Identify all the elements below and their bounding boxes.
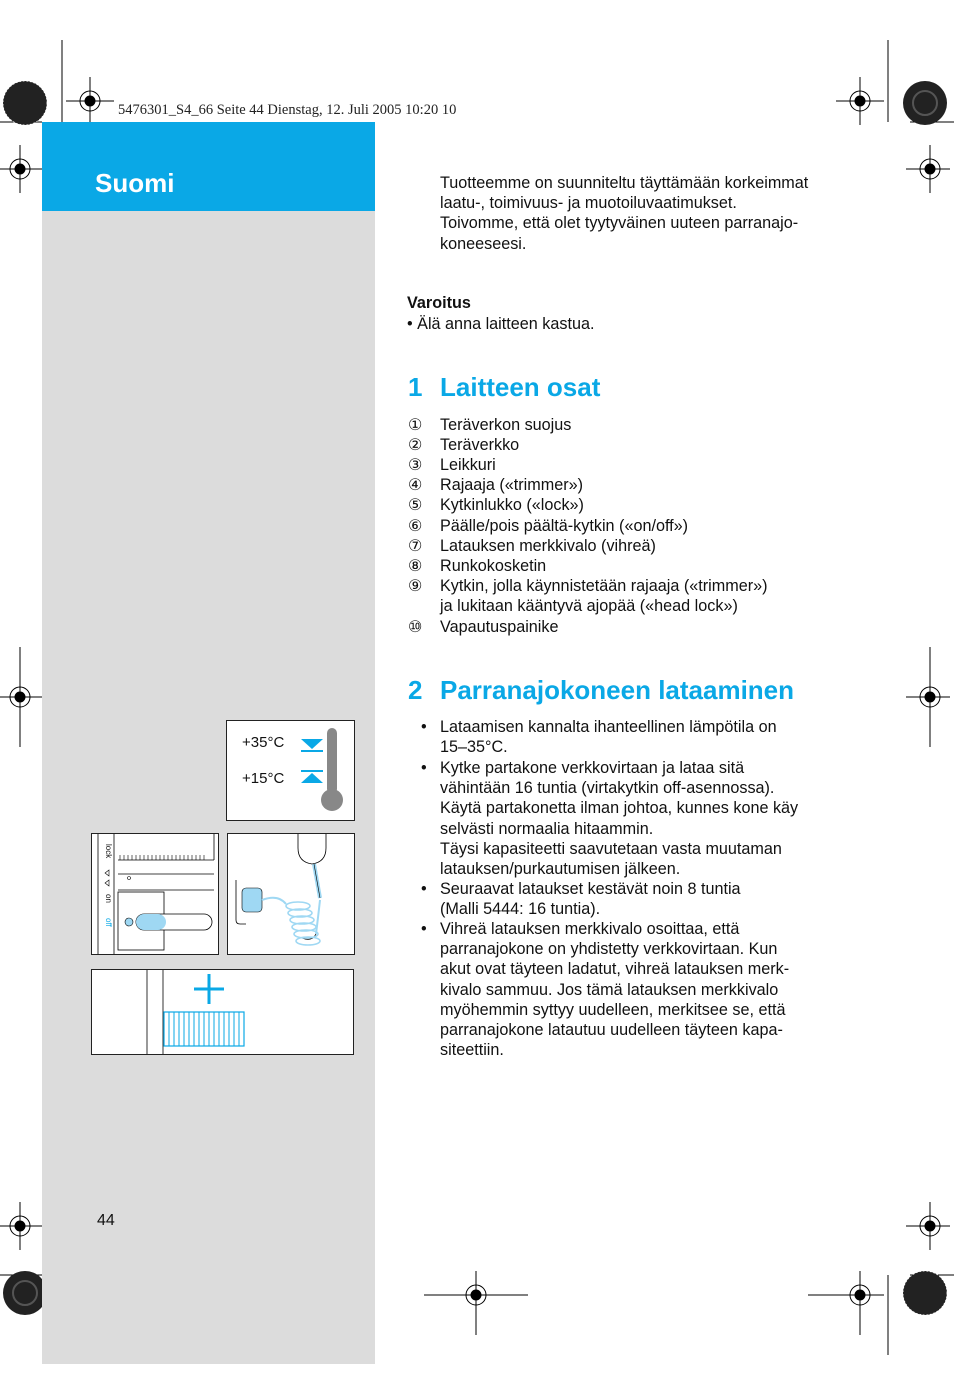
part-number: ⑤ <box>408 496 423 514</box>
switch-label-lock: lock <box>104 844 113 859</box>
bullet-line: 15–35°C. <box>440 738 508 757</box>
section-number: 2 <box>408 675 423 705</box>
bullet-line: Kytke partakone verkkovirtaan ja lataa sitä <box>440 759 745 777</box>
part-number: ⑧ <box>408 557 423 575</box>
bullet-line: kivalo sammuu. Jos tämä latauksen merkkivalo <box>440 980 779 999</box>
charging-cord-figure <box>227 833 355 955</box>
part-label: Rajaaja («trimmer») <box>440 476 584 494</box>
print-header: 5476301_S4_66 Seite 44 Dienstag, 12. Juli 2005 10:20 10 <box>118 102 457 118</box>
thermometer-icon <box>299 725 351 817</box>
bullet-marker: • <box>421 880 427 898</box>
part-label: Leikkuri <box>440 456 496 474</box>
bullet-line: Käytä partakonetta ilman johtoa, kunnes kone käy <box>440 799 799 818</box>
part-label: Vapautuspainike <box>440 618 559 636</box>
part-label: Teräverkon suojus <box>440 416 572 434</box>
intro-line: koneeseesi. <box>440 234 527 253</box>
switch-panel-figure <box>91 833 219 955</box>
section-title: Parranajokoneen lataaminen <box>440 675 795 705</box>
parts-list-item <box>408 576 767 596</box>
warning-item: • Älä anna laitteen kastua. <box>407 315 595 333</box>
part-label: ja lukitaan kääntyvä ajopää («head lock») <box>440 597 738 615</box>
bullet-marker: • <box>421 718 427 736</box>
temperature-upper-label: +35°C <box>242 734 285 751</box>
bullet-line: parranajokone on yhdistetty verkkovirtaan. Kun <box>440 940 778 959</box>
bullet-line: Lataamisen kannalta ihanteellinen lämpötila on <box>440 718 777 736</box>
part-number: ④ <box>408 476 423 494</box>
bullet-marker: • <box>421 759 427 777</box>
switch-label-on: on <box>104 894 113 903</box>
part-number: ⑩ <box>408 618 423 636</box>
warning-heading: Varoitus <box>407 294 471 312</box>
section-heading-parts <box>408 372 600 403</box>
part-number: ① <box>408 416 423 434</box>
part-label: Runkokosketin <box>440 557 547 575</box>
part-number: ⑨ <box>408 577 423 595</box>
bullet-line: vähintään 16 tuntia (virtakytkin off-asennossa). <box>440 779 775 798</box>
parts-list-item-continued <box>440 596 738 616</box>
parts-list-item <box>408 435 519 455</box>
part-number: ② <box>408 436 423 454</box>
part-label: Kytkin, jolla käynnistetään rajaaja («trimmer») <box>440 577 768 595</box>
page-number: 44 <box>97 1212 115 1229</box>
language-title-bar <box>42 122 375 211</box>
parts-list-item <box>408 516 688 536</box>
intro-line: Tuotteemme on suunniteltu täyttämään korkeimmat <box>440 174 809 192</box>
parts-list-item <box>408 617 559 637</box>
bullet-text <box>440 879 741 919</box>
bullet-line: selvästi normaalia hitaammin. <box>440 819 654 838</box>
battery-charge-drawing <box>92 970 353 1054</box>
bullet-line: Seuraavat lataukset kestävät noin 8 tuntia <box>440 880 741 898</box>
parts-list-item <box>408 536 656 556</box>
part-label: Teräverkko <box>440 436 520 454</box>
thermometer-figure <box>226 720 355 821</box>
bullet-line: latauksen/purkautumisen jälkeen. <box>440 860 681 879</box>
bullet-text <box>440 758 798 879</box>
part-number: ⑦ <box>408 537 423 555</box>
bullet-line: Vihreä latauksen merkkivalo osoittaa, että <box>440 920 740 938</box>
part-number: ⑥ <box>408 517 423 535</box>
parts-list-item <box>408 415 571 435</box>
part-label: Kytkinlukko («lock») <box>440 496 584 514</box>
bullet-line: akut ovat täyteen ladatut, vihreä latauksen merk- <box>440 960 790 979</box>
language-title: Suomi <box>95 168 175 198</box>
bullet-line: siteettiin. <box>440 1041 504 1060</box>
parts-list-item <box>408 556 546 576</box>
intro-line: laatu-, toimivuus- ja muotoiluvaatimukset. <box>440 194 737 213</box>
bullet-text <box>440 717 777 757</box>
bullet-line: myöhemmin syttyy uudelleen, merkitsee se, että <box>440 1000 786 1019</box>
bullet-text <box>440 919 789 1060</box>
bullet-line: Täysi kapasiteetti saavutetaan vasta muutaman <box>440 839 782 858</box>
switch-label-off: off <box>104 918 113 927</box>
bullet-line: (Malli 5444: 16 tuntia). <box>440 900 601 919</box>
parts-list-item <box>408 475 583 495</box>
section-number: 1 <box>408 372 423 402</box>
section-title: Laitteen osat <box>440 372 601 402</box>
part-label: Latauksen merkkivalo (vihreä) <box>440 537 656 555</box>
intro-line: Toivomme, että olet tyytyväinen uuteen parranajo- <box>440 214 799 233</box>
part-number: ③ <box>408 456 423 474</box>
parts-list-item <box>408 455 496 475</box>
temperature-lower-label: +15°C <box>242 770 285 787</box>
bullet-line: parranajokone latautuu uudelleen täyteen kapa- <box>440 1021 783 1040</box>
intro-paragraph <box>440 173 808 254</box>
section-heading-charging <box>408 675 794 706</box>
parts-list-item <box>408 495 584 515</box>
part-label: Päälle/pois päältä-kytkin («on/off») <box>440 517 689 535</box>
bullet-marker: • <box>421 920 427 938</box>
battery-figure <box>91 969 354 1055</box>
shaver-with-cord-drawing <box>228 834 354 954</box>
